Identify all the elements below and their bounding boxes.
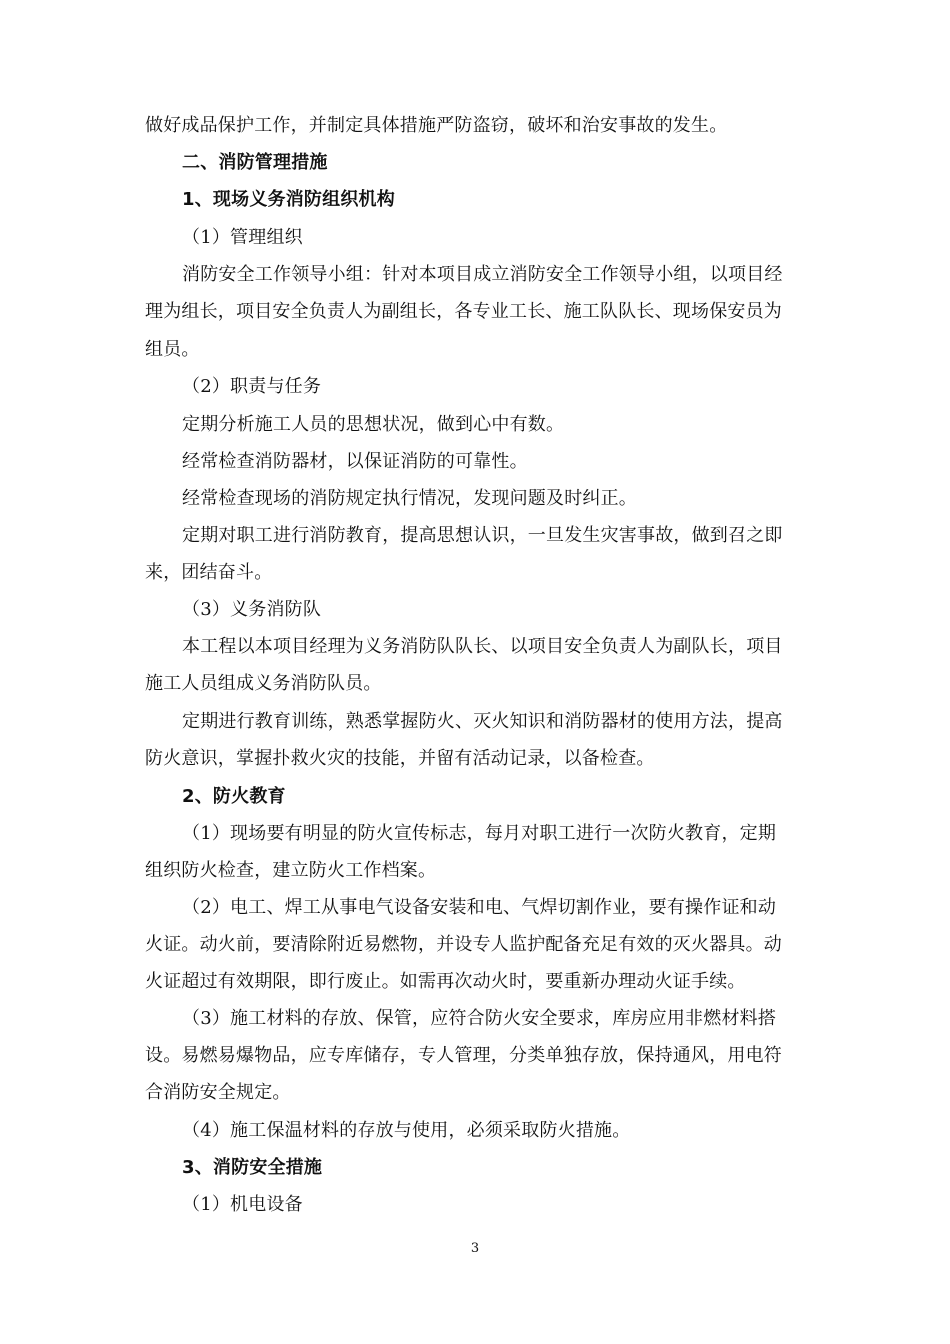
body-text-line: 设。易燃易爆物品，应专库储存，专人管理，分类单独存放，保持通风，用电符 <box>145 1045 782 1066</box>
body-text-line: 定期对职工进行消防教育，提高思想认识，一旦发生灾害事故，做到召之即 <box>182 525 783 546</box>
body-text-line: 合消防安全规定。 <box>145 1082 291 1103</box>
subsection-heading: 2、防火教育 <box>182 786 286 807</box>
item-heading: （2）职责与任务 <box>182 376 322 397</box>
body-text-line: 施工人员组成义务消防队员。 <box>145 673 382 694</box>
body-text-line: 本工程以本项目经理为义务消防队队长、以项目安全负责人为副队长，项目 <box>182 636 783 657</box>
body-text-line: 防火意识，掌握扑救火灾的技能，并留有活动记录，以备检查。 <box>145 748 655 769</box>
body-text-line: 理为组长，项目安全负责人为副组长，各专业工长、施工队队长、现场保安员为 <box>145 301 782 322</box>
body-text-line: 做好成品保护工作，并制定具体措施严防盗窃，破坏和治安事故的发生。 <box>145 115 728 136</box>
subsection-heading: 3、消防安全措施 <box>182 1157 323 1178</box>
body-text-line: 火证超过有效期限，即行废止。如需再次动火时，要重新办理动火证手续。 <box>145 971 746 992</box>
body-text-line: 消防安全工作领导小组：针对本项目成立消防安全工作领导小组，以项目经 <box>182 264 783 285</box>
body-text-line: 定期进行教育训练，熟悉掌握防火、灭火知识和消防器材的使用方法，提高 <box>182 711 783 732</box>
body-text-line: 来，团结奋斗。 <box>145 562 273 583</box>
body-text-line: （2）电工、焊工从事电气设备安装和电、气焊切割作业，要有操作证和动 <box>182 897 777 918</box>
item-heading: （1）管理组织 <box>182 227 303 248</box>
page-number: 3 <box>470 1241 480 1256</box>
body-text-line: 火证。动火前，要清除附近易燃物，并设专人监护配备充足有效的灭火器具。动 <box>145 934 782 955</box>
body-text-line: 定期分析施工人员的思想状况，做到心中有数。 <box>182 414 565 435</box>
section-heading: 二、消防管理措施 <box>182 152 328 173</box>
body-text-line: （3）施工材料的存放、保管，应符合防火安全要求，库房应用非燃材料搭 <box>182 1008 777 1029</box>
item-heading: （1）机电设备 <box>182 1194 303 1215</box>
body-text-line: （1）现场要有明显的防火宣传标志，每月对职工进行一次防火教育，定期 <box>182 823 777 844</box>
body-text-line: 经常检查消防器材，以保证消防的可靠性。 <box>182 451 528 472</box>
body-text-line: 组员。 <box>145 339 200 360</box>
item-heading: （3）义务消防队 <box>182 599 322 620</box>
body-text-line: 经常检查现场的消防规定执行情况，发现问题及时纠正。 <box>182 488 637 509</box>
body-text-line: 组织防火检查，建立防火工作档案。 <box>145 860 437 881</box>
body-text-line: （4）施工保温材料的存放与使用，必须采取防火措施。 <box>182 1120 631 1141</box>
subsection-heading: 1、现场义务消防组织机构 <box>182 189 395 210</box>
